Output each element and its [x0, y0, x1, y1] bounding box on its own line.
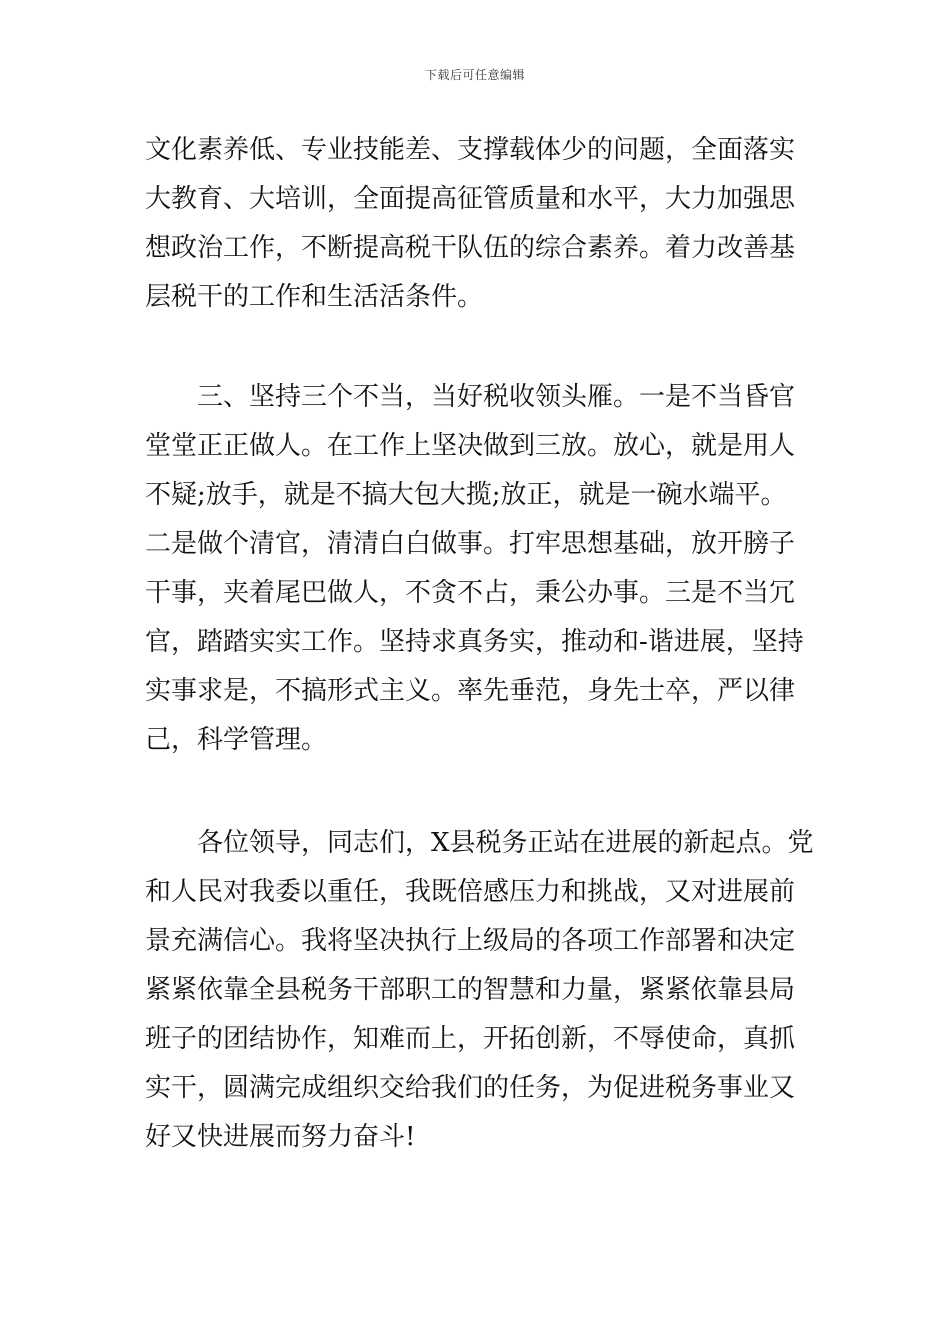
- paragraph-line: 班子的团结协作，知难而上，开拓创新，不辱使命，真抓: [145, 1024, 796, 1054]
- paragraph-line: 好又快进展而努力奋斗!: [145, 1122, 416, 1152]
- paragraph-line: 己，科学管理。: [145, 725, 328, 755]
- paragraph-line: 和人民对我委以重任，我既倍感压力和挑战，又对进展前: [145, 877, 796, 907]
- paragraph-line: 各位领导，同志们，X县税务正站在进展的新起点。党: [197, 828, 814, 858]
- paragraph-3: [145, 819, 814, 1162]
- paragraph-line: 干事，夹着尾巴做人，不贪不占，秉公办事。三是不当冗: [145, 578, 796, 608]
- paragraph-line: 二是做个清官，清清白白做事。打牢思想基础，放开膀子: [145, 529, 796, 559]
- paragraph-line: 大教育、大培训，全面提高征管质量和水平，大力加强思: [145, 184, 796, 214]
- paragraph-line: 紧紧依靠全县税务干部职工的智慧和力量，紧紧依靠县局: [145, 975, 796, 1005]
- paragraph-line: 实事求是，不搞形式主义。率先垂范，身先士卒，严以律: [145, 676, 796, 706]
- paragraph-line: 官，踏踏实实工作。坚持求真务实，推动和-谐进展，坚持: [145, 627, 804, 657]
- paragraph-line: 层税干的工作和生活活条件。: [145, 282, 484, 312]
- paragraph-line: 堂堂正正做人。在工作上坚决做到三放。放心，就是用人: [145, 431, 796, 461]
- paragraph-line: 文化素养低、专业技能差、支撑载体少的问题，全面落实: [145, 135, 796, 165]
- paragraph-line: 不疑;放手，就是不搞大包大揽;放正，就是一碗水端平。: [145, 480, 787, 510]
- header-note: 下载后可任意编辑: [424, 68, 525, 82]
- paragraph-line: 想政治工作，不断提高税干队伍的综合素养。着力改善基: [145, 233, 796, 263]
- paragraph-1: [145, 126, 805, 322]
- paragraph-line: 实干，圆满完成组织交给我们的任务，为促进税务事业又: [145, 1073, 796, 1103]
- paragraph-line: 景充满信心。我将坚决执行上级局的各项工作部署和决定: [145, 926, 796, 956]
- paragraph-line: 三、坚持三个不当，当好税收领头雁。一是不当昏官: [197, 382, 796, 412]
- paragraph-2: [145, 373, 805, 765]
